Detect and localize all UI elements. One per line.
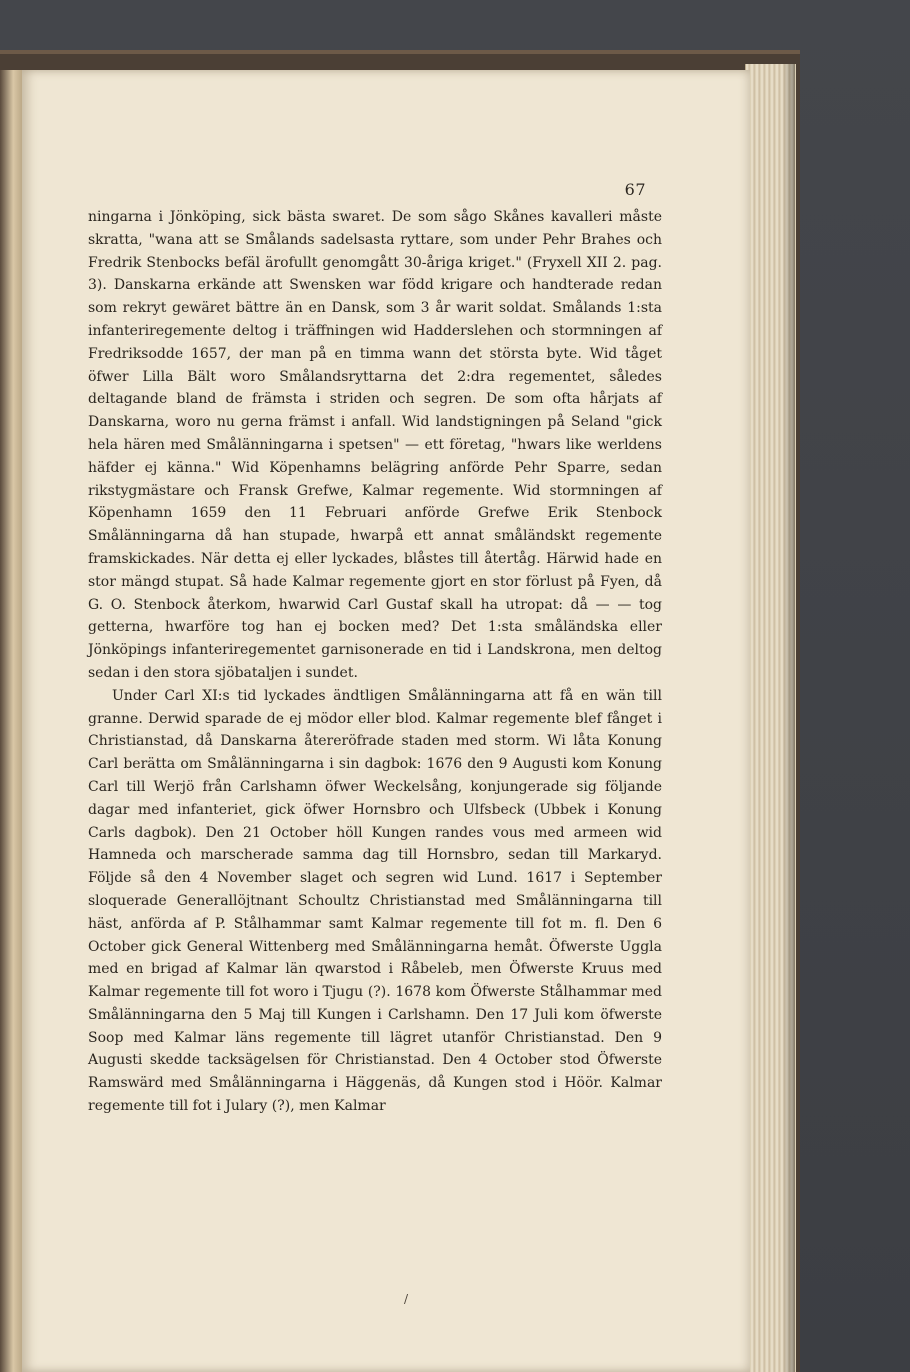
left-page-edge bbox=[0, 70, 22, 1372]
body-text bbox=[88, 206, 662, 1118]
paragraph-1: ningarna i Jönköping, sick bästa swaret. De som sågo Skånes kavalleri måste skratta, "wana att se Smålands sadelsasta ryttare, som under Pehr Brahes och Fredrik Stenbocks befäl ärofullt genomgått 30-åriga kriget." (Fryxell XII 2. pag. 3). Danskarna erkände att Swensken war född krigare och handterade redan som rekryt gewäret bättre än en Dansk, som 3 år warit soldat. Smålands 1:sta infanteriregemente deltog i träffningen wid Hadderslehen och stormningen af Fredriksodde 1657, der man på en timma wann det största byte. Wid tåget öfwer Lilla Bält woro Smålandsryttarna det 2:dra regementet, således deltagande bland de främsta i striden och segren. De som ofta hårjats af Danskarna, woro nu gerna främst i anfall. Wid landstigningen på Seland "gick hela hären med Smålänningarna i spetsen" — ett företag, "hwars like werldens häfder ej känna." Wid Köpenhamns belägring anförde Pehr Sparre, sedan rikstygmästare och Fransk Grefwe, Kalmar regemente. Wid stormningen af Köpenhamn 1659 den 11 Februari anförde Grefwe Erik Stenbock Smålänningarna då han stupade, hwarpå ett annat småländskt regemente framskickades. När detta ej eller lyckades, blåstes till återtåg. Härwid hade en stor mängd stupat. Så hade Kalmar regemente gjort en stor förlust på Fyen, då G. O. Stenbock återkom, hwarwid Carl Gustaf skall ha utropat: då — — tog getterna, hwarföre tog han ej bocken med? Det 1:sta småländska eller Jönköpings infanteriregementet garnisonerade en tid i Landskrona, men deltog sedan i den stora sjöbataljen i sundet. bbox=[88, 209, 662, 681]
page-stack-shadow bbox=[782, 64, 795, 1372]
paragraph-2: Under Carl XI:s tid lyckades ändtligen Smålänningarna att få en wän till granne. Derwid sparade de ej mödor eller blod. Kalmar regemente blef fånget i Christianstad, då Danskarna återeröfrade staden med storm. Wi låta Konung Carl berätta om Smålänningarna i sin dagbok: 1676 den 9 Augusti kom Konung Carl till Werjö från Carlshamn öfwer Weckelsång, konjungerade sig följande dagar med infanteriet, gick öfwer Hornsbro och Ulfsbeck (Ubbek i Konung Carls dagbok). Den 21 October höll Kungen randes vous med armeen wid Hamneda och marscherade samma dag till Hornsbro, sedan till Markaryd. Följde så den 4 November slaget och segren wid Lund. 1617 i September sloquerade Generallöjtnant Schoultz Christianstad med Smålänningarna till häst, anförda af P. Stålhammar samt Kalmar regemente till fot m. fl. Den 6 October gick General Wittenberg med Smålänningarna hemåt. Öfwerste Uggla med en brigad af Kalmar län qwarstod i Råbeleb, men Öfwerste Kruus med Kalmar regemente till fot woro i Tjugu (?). 1678 kom Öfwerste Stålhammar med Smålänningarna den 5 Maj till Kungen i Carlshamn. Den 17 Juli kom öfwerste Soop med Kalmar läns regemente till lägret utanför Christianstad. Den 9 Augusti skedde tacksägelsen för Christianstad. Den 4 October stod Öfwerste Ramswärd med Smålänningarna i Häggenäs, då Kungen stod i Höör. Kalmar regemente till fot i Julary (?), men Kalmar bbox=[88, 687, 662, 1115]
printed-page bbox=[22, 70, 750, 1372]
page-number: 67 bbox=[624, 180, 646, 199]
footer-mark: / bbox=[404, 1292, 409, 1306]
